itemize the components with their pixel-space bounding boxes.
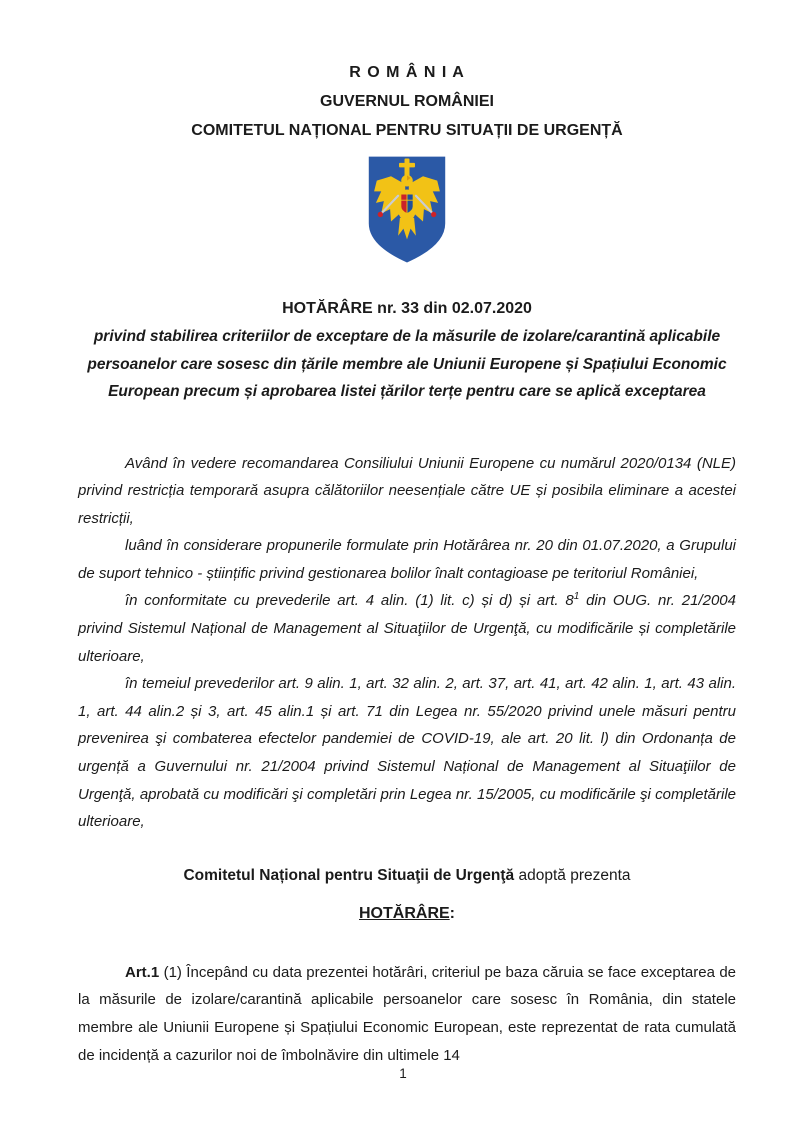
document-header xyxy=(78,58,736,145)
preamble-paragraph-3-continuation: din OUG. nr. 21/2004 privind Sistemul Național de Management al Situaţiilor de Urgenţă, cu modificările și completările ulterioare, xyxy=(78,592,736,665)
preamble-paragraph-2: luând în considerare propunerile formulate prin Hotărârea nr. 20 din 01.07.2020, a Grupului de suport tehnico - științific privind gestionarea bolilor înalt contagioase pe teritoriul României, xyxy=(78,537,736,582)
document-body xyxy=(78,450,736,1070)
coat-of-arms xyxy=(78,154,736,266)
decree-word: HOTĂRÂRE xyxy=(359,904,450,922)
adoption-committee-name: Comitetul Național pentru Situaţii de Urgenţă xyxy=(183,866,515,884)
preamble-paragraph-1: Având în vedere recomandarea Consiliului Uniunii Europene cu numărul 2020/0134 (NLE) privind restricția temporară asupra călătoriilor neesențiale către UE și posibila eliminare a acestei restricții, xyxy=(78,454,736,527)
adoption-adopts-text: adoptă prezenta xyxy=(514,866,631,884)
title-block xyxy=(78,295,736,406)
decree-heading xyxy=(78,900,736,928)
committee-title: COMITETUL NAȚIONAL PENTRU SITUAȚII DE URGENȚĂ xyxy=(191,122,623,139)
preamble xyxy=(78,450,736,836)
article-1-label: Art.1 xyxy=(125,963,160,981)
government-title: GUVERNUL ROMÂNIEI xyxy=(320,93,494,110)
footnote-superscript: 1 xyxy=(573,591,580,603)
preamble-paragraph-4: în temeiul prevederilor art. 9 alin. 1, art. 32 alin. 2, art. 37, art. 41, art. 42 alin. 1, art. 43 alin. 1, art. 44 alin.2 și 3, art. 45 alin.1 și art. 71 din Legea nr. 55/2020 privind unele măsuri pentru prevenirea şi combaterea efectelor pandemiei de COVID-19, ale art. 20 lit. l) din Ordonanța de urgență a Guvernului nr. 21/2004 privind Sistemul Național de Management al Situaţiilor de Urgenţă, aprobată cu modificări şi completări prin Legea nr. 15/2005, cu modificările şi completările ulterioare, xyxy=(78,675,736,831)
decree-colon: : xyxy=(449,904,455,922)
romanian-coat-of-arms-icon xyxy=(362,154,452,266)
article-1-text: (1) Începând cu data prezentei hotărâri, criteriul pe baza căruia se face exceptarea de la măsurile de izolare/carantină aplicabile persoanelor care sosesc în România, din statele membre ale Uniunii Europene și Spațiului Economic European, este reprezentat de rata cumulată de incidență a cazurilor noi de îmbolnăvire din ultimele 14 xyxy=(78,963,736,1064)
decision-subtitle: privind stabilirea criteriilor de exceptare de la măsurile de izolare/carantină aplicabile persoanelor care sosesc din țările membre ale Uniunii Europene și Spațiului Economic European precum și aprobarea listei țărilor terțe pentru care se aplică exceptarea xyxy=(87,328,727,400)
page-number: 1 xyxy=(399,1066,407,1081)
decision-title: HOTĂRÂRE nr. 33 din 02.07.2020 xyxy=(282,300,532,317)
preamble-paragraph-3-text: în conformitate cu prevederile art. 4 alin. (1) lit. c) și d) și art. 8 xyxy=(125,592,574,610)
adoption-line xyxy=(78,862,736,890)
article-1-paragraph xyxy=(78,959,736,1069)
country-title: R O M Â N I A xyxy=(349,64,465,81)
preamble-paragraph-3 xyxy=(78,587,736,670)
